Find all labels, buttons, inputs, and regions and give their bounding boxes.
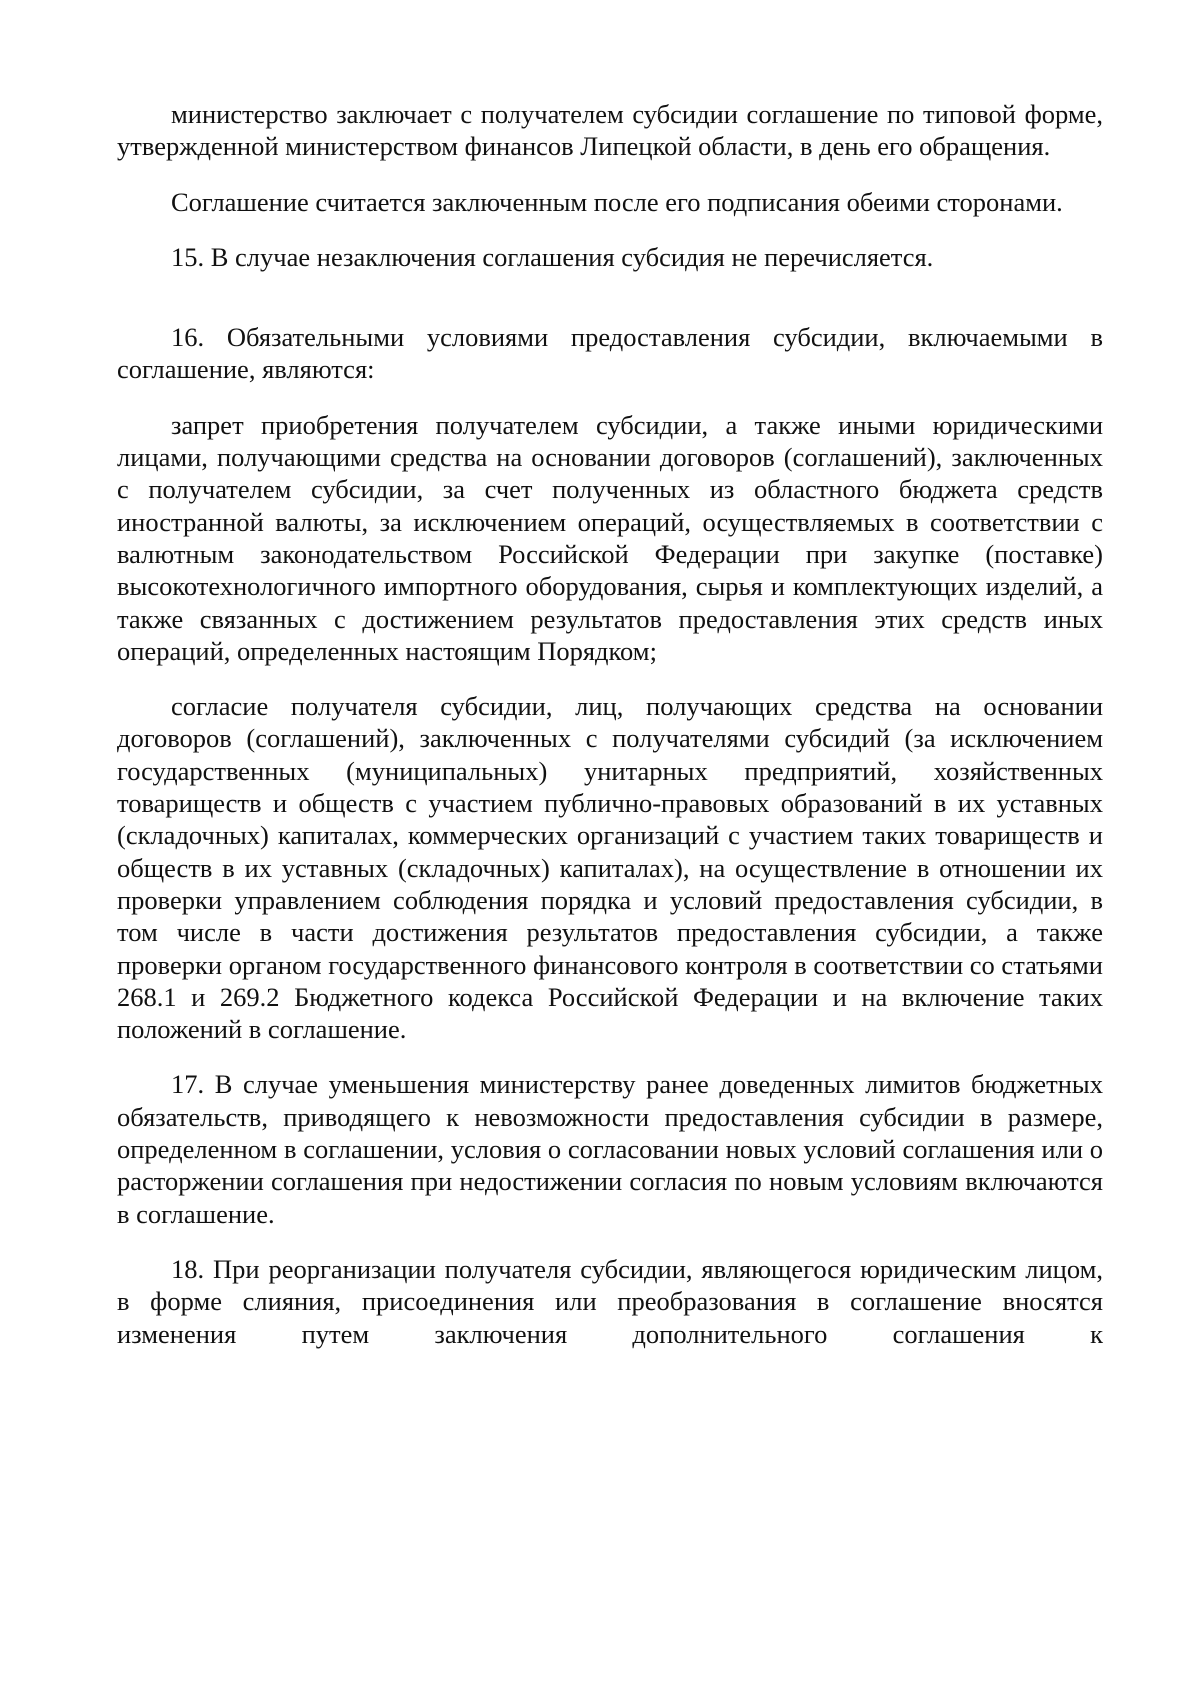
paragraph-inspection-consent: согласие получателя субсидии, лиц, получающих средства на основании договоров (соглашений), заключенных с получателями субсидий (за исключением государственных (муниципальных) унитарных предприятий, хозяйственных товариществ и обществ с участием публично-правовых образований в их уставных (складочных) капиталах, коммерческих организаций с участием таких товариществ и обществ в их уставных (складочных) капиталах), на осуществление в отношении их проверки управлением соблюдения порядка и условий предоставления субсидии, в том числе в части достижения результатов предоставления субсидии, а также проверки органом государственного финансового контроля в соответствии со статьями 268.1 и 269.2 Бюджетного кодекса Российской Федерации и на включение таких положений в соглашение.: [117, 691, 1103, 1045]
paragraph-agreement-conclusion: министерство заключает с получателем субсидии соглашение по типовой форме, утвержденной министерством финансов Липецкой области, в день его обращения.: [117, 99, 1103, 162]
paragraph-agreement-signed: Соглашение считается заключенным после его подписания обеими сторонами.: [171, 186, 1063, 217]
paragraph-currency-prohibition: запрет приобретения получателем субсидии, а также иными юридическими лицами, получающими средства на основании договоров (соглашений), заключенных с получателем субсидии, за счет полученных из областного бюджета средств иностранной валюты, за исключением операций, осуществляемых в соответствии с валютным законодательством Российской Федерации при закупке (поставке) высокотехнологичного импортного оборудования, сырья и комплектующих изделий, а также связанных с достижением результатов предоставления этих средств иных операций, определенных настоящим Порядком;: [117, 409, 1103, 666]
paragraph-item-18: 18. При реорганизации получателя субсидии, являющегося юридическим лицом, в форме слияния, присоединения или преобразования в соглашение вносятся изменения путем заключения дополнительного соглашения к: [117, 1253, 1103, 1349]
paragraph-item-17: 17. В случае уменьшения министерству ранее доведенных лимитов бюджетных обязательств, приводящего к невозможности предоставления субсидии в размере, определенном в соглашении, условия о согласовании новых условий соглашения или о расторжении соглашения при недостижении согласия по новым условиям включаются в соглашение.: [117, 1069, 1103, 1229]
document-body: [117, 98, 1103, 1373]
paragraph-item-15: 15. В случае незаключения соглашения субсидия не перечисляется.: [171, 241, 934, 272]
paragraph-item-16: 16. Обязательными условиями предоставления субсидии, включаемыми в соглашение, являются:: [117, 322, 1103, 385]
